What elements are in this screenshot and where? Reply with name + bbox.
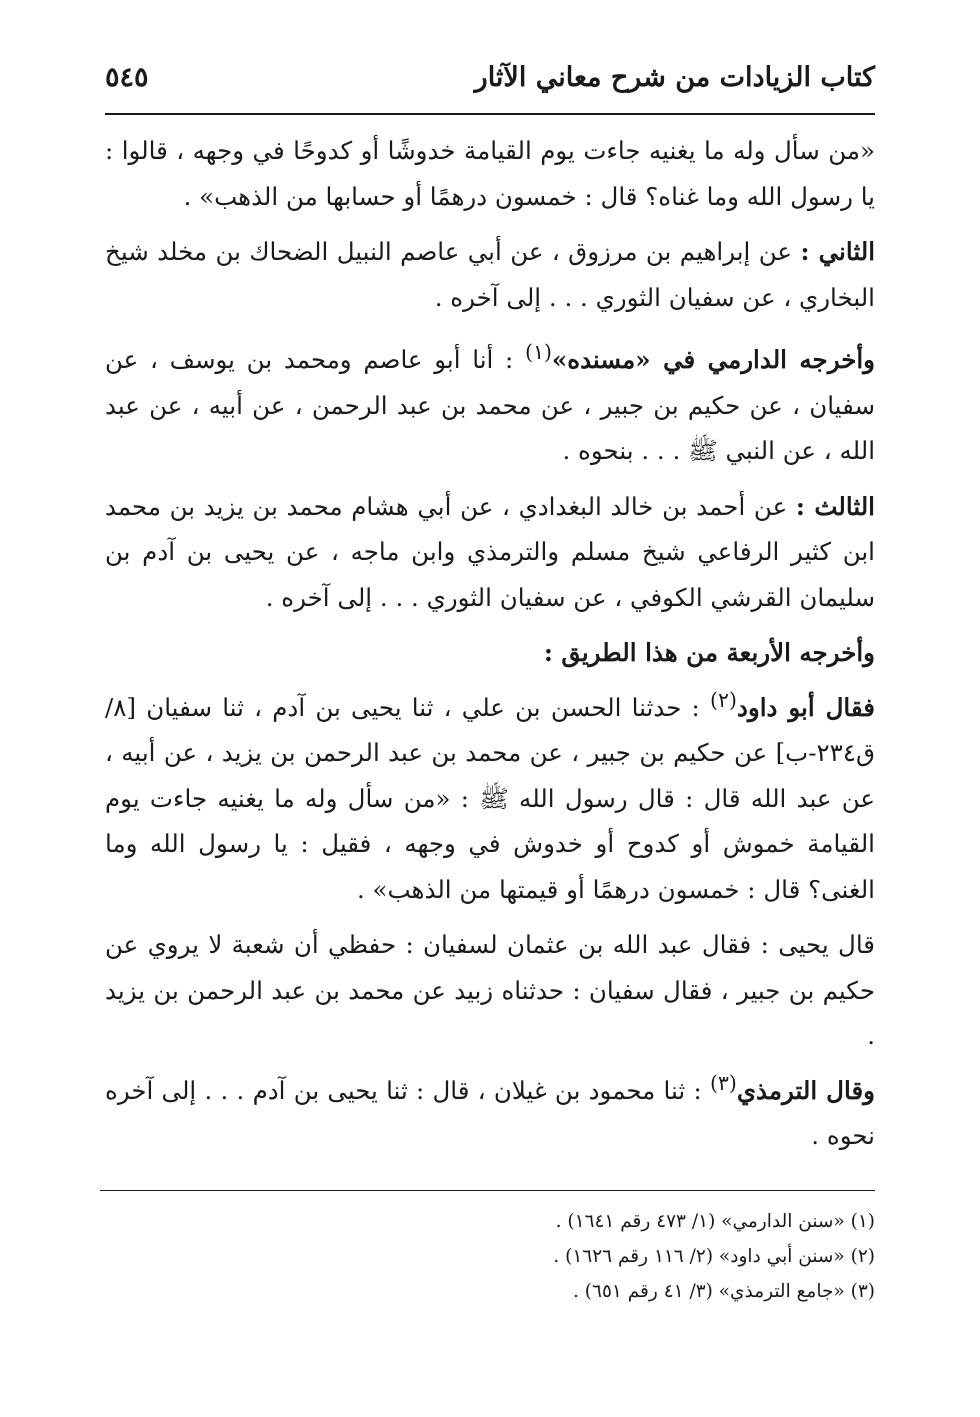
- paragraph-lead: وقال الترمذي: [736, 1075, 875, 1105]
- footnote-3: (٣) «جامع الترمذي» (٣/ ٤١ رقم ٦٥١) .: [573, 1281, 875, 1302]
- footnote-divider: [100, 1190, 875, 1191]
- footnote-ref[interactable]: (٣): [709, 1070, 737, 1095]
- footnotes: [105, 1204, 875, 1309]
- paragraph-lead: وأخرجه الدارمي في «مسنده»: [551, 345, 875, 375]
- paragraph-lead: الثالث :: [795, 491, 875, 521]
- paragraph-1: [105, 128, 875, 219]
- paragraph-6: [105, 678, 875, 913]
- paragraph-5: [105, 630, 875, 676]
- paragraph-lead: فقال أبو داود: [736, 692, 875, 722]
- paragraph-text: عن إبراهيم بن مرزوق ، عن أبي عاصم النبيل الضحاك بن مخلد شيخ البخاري ، عن سفيان الثوري . . . إلى آخره .: [105, 237, 875, 312]
- paragraph-lead: وأخرجه الأربعة من هذا الطريق :: [543, 638, 875, 668]
- paragraph-text: عن أحمد بن خالد البغدادي ، عن أبي هشام محمد بن يزيد بن محمد ابن كثير الرفاعي شيخ مسلم والترمذي وابن ماجه ، عن يحيى بن آدم بن سليمان القرشي الكوفي ، عن سفيان الثوري . . . إلى آخره .: [105, 491, 875, 612]
- footnote-1: (١) «سنن الدارمي» (١/ ٤٧٣ رقم ١٦٤١) .: [555, 1211, 875, 1232]
- page-number: ٥٤٥: [105, 62, 149, 93]
- main-text: [105, 128, 875, 1169]
- paragraph-text: : ثنا محمود بن غيلان ، قال : ثنا يحيى بن آدم . . . إلى آخره نحوه .: [105, 1075, 875, 1151]
- paragraph-7: [105, 922, 875, 1059]
- paragraph-text: : أنا أبو عاصم ومحمد بن يوسف ، عن سفيان ، عن حكيم بن جبير ، عن محمد بن عبد الرحمن ، عن أبيه ، عن عبد الله ، عن النبي ﷺ . . . بنحوه .: [105, 345, 875, 466]
- paragraph-4: [105, 484, 875, 621]
- footnote-ref[interactable]: (٢): [710, 687, 737, 712]
- paragraph-text: «من سأل وله ما يغنيه جاءت يوم القيامة خدوشًا أو كدوحًا في وجهه ، قالوا : يا رسول الله وما غناه؟ قال : خمسون درهمًا أو حسابها من الذهب» .: [105, 136, 875, 211]
- paragraph-2: [105, 229, 875, 320]
- paragraph-text: قال يحيى : فقال عبد الله بن عثمان لسفيان : حفظي أن شعبة لا يروي عن حكيم بن جبير ، فقال سفيان : حدثناه زبيد عن محمد بن عبد الرحمن بن يزيد .: [105, 930, 875, 1051]
- paragraph-8: [105, 1061, 875, 1159]
- header-divider: [105, 113, 875, 115]
- footnote-2: (٢) «سنن أبي داود» (٢/ ١١٦ رقم ١٦٢٦) .: [553, 1246, 875, 1267]
- paragraph-lead: الثاني :: [800, 237, 875, 266]
- paragraph-text: : حدثنا الحسن بن علي ، ثنا يحيى بن آدم ، ثنا سفيان [٨/ق٢٣٤-ب] عن حكيم بن جبير ، عن محمد بن عبد الرحمن بن يزيد ، عن أبيه ، عن عبد الله قال : قال رسول الله ﷺ : «من سأل وله ما يغنيه جاءت يوم القيامة خموش أو كدوح أو خدوش في وجهه ، فقيل : يا رسول الله وما الغنى؟ قال : خمسون درهمًا أو قيمتها من الذهب» .: [105, 692, 875, 904]
- running-title: كتاب الزيادات من شرح معاني الآثار: [474, 62, 875, 93]
- footnote-ref[interactable]: (١): [525, 340, 552, 364]
- page-header: [105, 58, 875, 108]
- paragraph-3: [105, 330, 875, 474]
